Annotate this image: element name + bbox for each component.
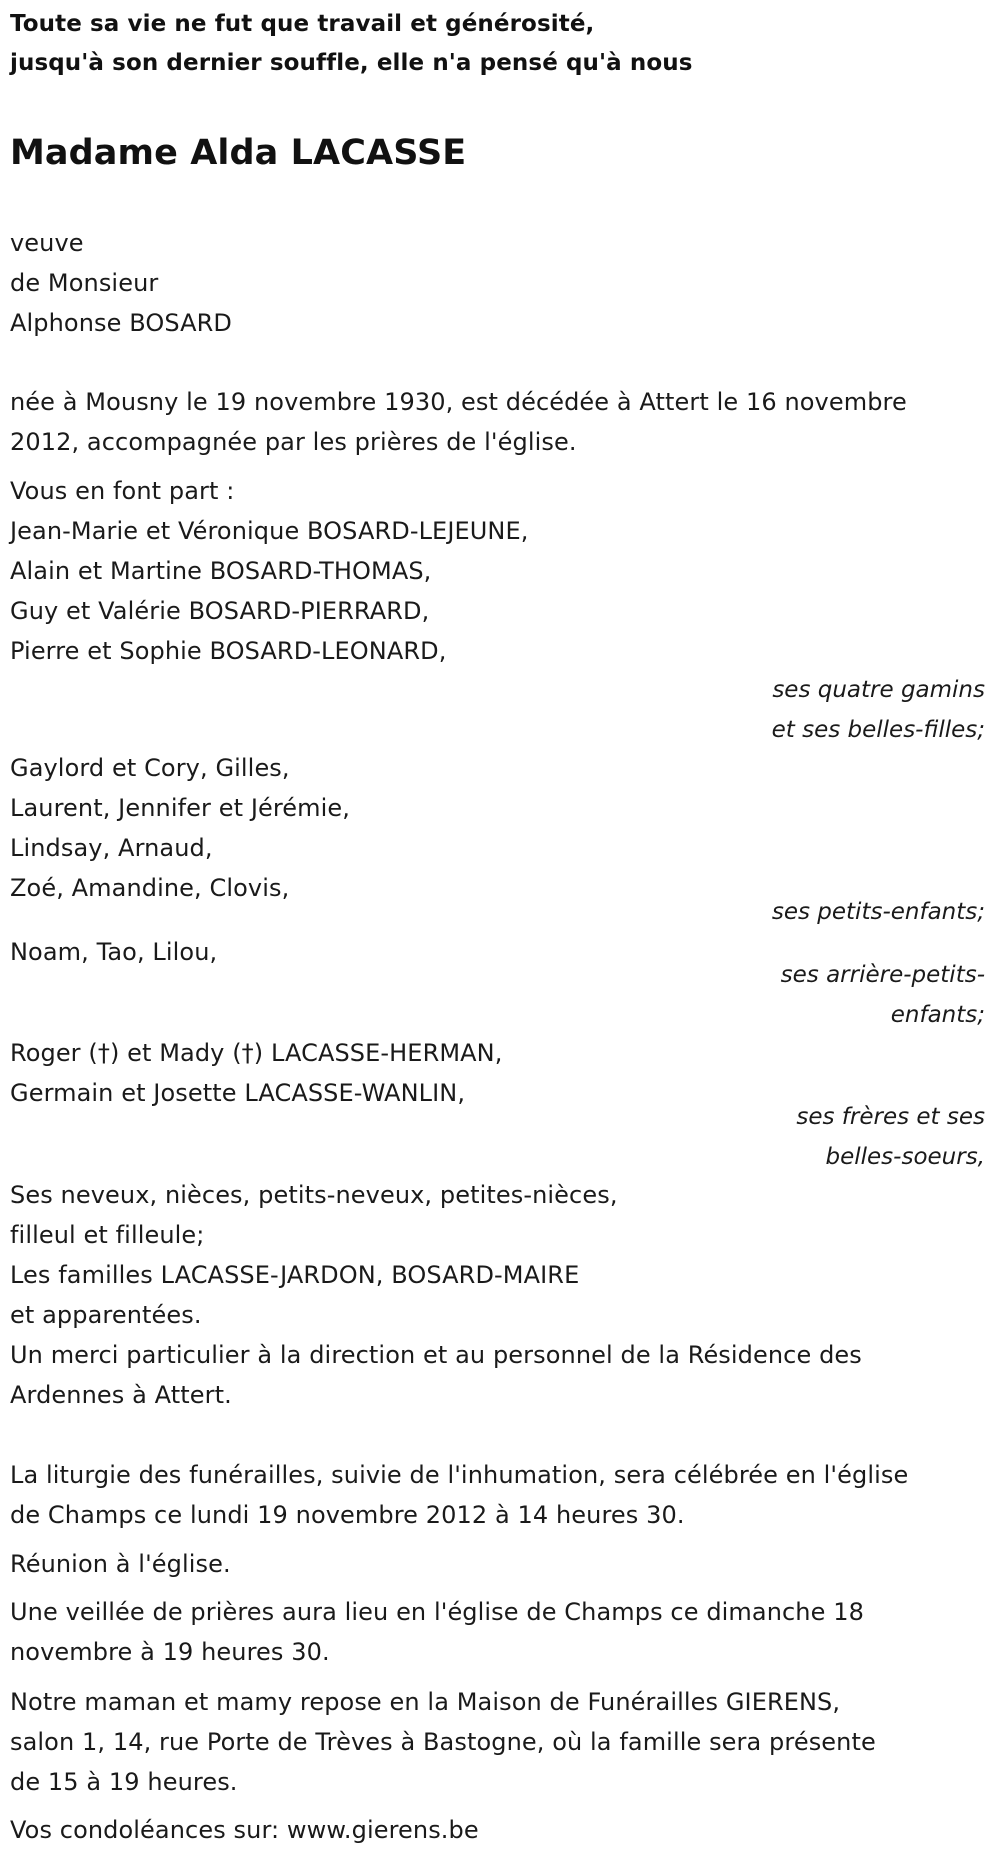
meeting-info: Réunion à l'église.: [10, 1550, 231, 1578]
great-grandchildren-role-line-1: ses arrière-petits-: [780, 962, 985, 988]
thanks-line-2: Ardennes à Attert.: [10, 1381, 232, 1409]
others-line: filleul et filleule;: [10, 1221, 205, 1249]
siblings-role-line-2: belles-soeurs,: [825, 1144, 985, 1170]
grandchildren-line: Laurent, Jennifer et Jérémie,: [10, 794, 351, 822]
spouse-line-1: veuve: [10, 229, 84, 257]
deceased-name: Madame Alda LACASSE: [10, 133, 467, 173]
children-role-line-2: et ses belles-filles;: [771, 717, 985, 743]
grandchildren-role: ses petits-enfants;: [771, 899, 985, 925]
announcement-intro: Vous en font part :: [10, 477, 235, 505]
sibling-couple: Roger (†) et Mady (†) LACASSE-HERMAN,: [10, 1039, 503, 1067]
great-grandchildren-role-line-2: enfants;: [890, 1002, 985, 1028]
rest-line-1: Notre maman et mamy repose en la Maison de Funérailles GIERENS,: [10, 1688, 841, 1716]
others-line: Ses neveux, nièces, petits-neveux, petites-nièces,: [10, 1181, 618, 1209]
child-couple: Alain et Martine BOSARD-THOMAS,: [10, 557, 432, 585]
liturgy-line-2: de Champs ce lundi 19 novembre 2012 à 14 heures 30.: [10, 1501, 685, 1529]
grandchildren-line: Gaylord et Cory, Gilles,: [10, 754, 290, 782]
children-role-line-1: ses quatre gamins: [772, 677, 985, 703]
vigil-line-2: novembre à 19 heures 30.: [10, 1638, 330, 1666]
vigil-line-1: Une veillée de prières aura lieu en l'église de Champs ce dimanche 18: [10, 1598, 864, 1626]
siblings-role-line-1: ses frères et ses: [796, 1104, 985, 1130]
child-couple: Jean-Marie et Véronique BOSARD-LEJEUNE,: [10, 517, 529, 545]
grandchildren-line: Zoé, Amandine, Clovis,: [10, 874, 290, 902]
epigraph-line-2: jusqu'à son dernier souffle, elle n'a pensé qu'à nous: [10, 50, 693, 76]
birth-death-line-1: née à Mousny le 19 novembre 1930, est décédée à Attert le 16 novembre: [10, 388, 907, 416]
spouse-line-2: de Monsieur: [10, 269, 159, 297]
great-grandchildren: Noam, Tao, Lilou,: [10, 938, 218, 966]
sibling-couple: Germain et Josette LACASSE-WANLIN,: [10, 1079, 466, 1107]
rest-line-2: salon 1, 14, rue Porte de Trèves à Bastogne, où la famille sera présente: [10, 1728, 876, 1756]
child-couple: Pierre et Sophie BOSARD-LEONARD,: [10, 637, 447, 665]
others-line: et apparentées.: [10, 1301, 202, 1329]
child-couple: Guy et Valérie BOSARD-PIERRARD,: [10, 597, 430, 625]
thanks-line-1: Un merci particulier à la direction et au personnel de la Résidence des: [10, 1341, 862, 1369]
birth-death-line-2: 2012, accompagnée par les prières de l'église.: [10, 428, 577, 456]
rest-line-3: de 15 à 19 heures.: [10, 1768, 238, 1796]
epigraph-line-1: Toute sa vie ne fut que travail et générosité,: [10, 11, 595, 37]
grandchildren-line: Lindsay, Arnaud,: [10, 834, 213, 862]
spouse-line-3: Alphonse BOSARD: [10, 309, 233, 337]
condolences-link[interactable]: Vos condoléances sur: www.gierens.be: [10, 1816, 479, 1844]
others-line: Les familles LACASSE-JARDON, BOSARD-MAIRE: [10, 1261, 580, 1289]
liturgy-line-1: La liturgie des funérailles, suivie de l'inhumation, sera célébrée en l'église: [10, 1461, 909, 1489]
